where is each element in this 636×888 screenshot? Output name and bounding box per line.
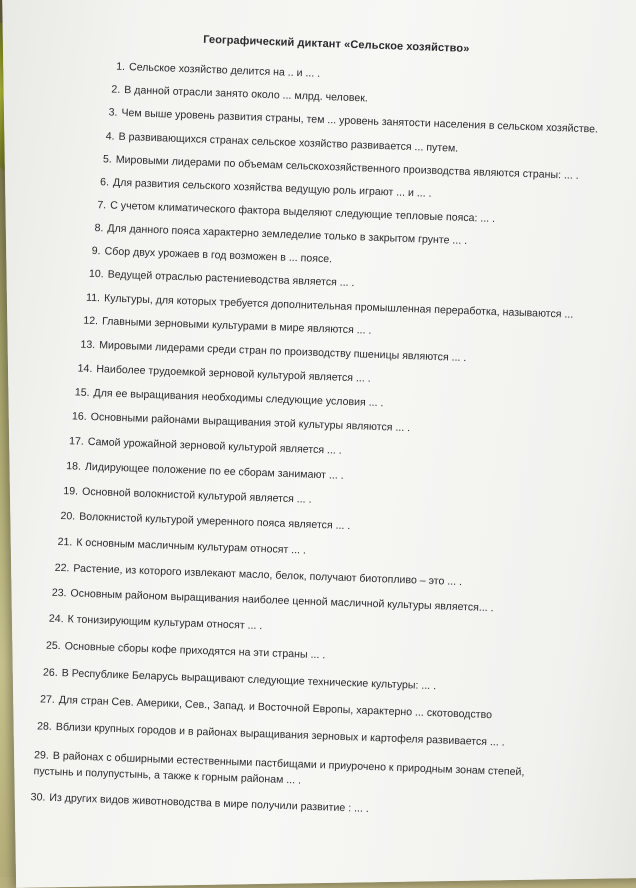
question-15: 15. Для ее выращивания необходимы следующие условия ... . bbox=[74, 386, 384, 410]
question-29: 29. В районах с обширными естественными пастбищами и приурочено к природным зонам степей, пустынь и полупустынь, а также к горным районам ... . bbox=[33, 749, 525, 787]
question-28: 28. Вблизи крупных городов и в районах выращивания зерновых и картофеля развивается ... . bbox=[36, 720, 505, 749]
question-6: 6. Для развития сельского хозяйства ведущую роль играют ... и ... . bbox=[99, 176, 432, 200]
question-18: 18. Лидирующее положение по ее сборам занимают ... . bbox=[66, 460, 344, 482]
document-title: Географический диктант «Сельское хозяйство» bbox=[202, 33, 470, 55]
question-20: 20. Волокнистой культурой умеренного пояса является ... . bbox=[60, 510, 351, 533]
question-2: 2. В данной отрасли занято около ... млрд. человек. bbox=[111, 83, 369, 105]
question-30: 30. Из других видов животноводства в мире получили развитие : ... . bbox=[30, 791, 370, 815]
question-24: 24. К тонизирующим культурам относят ... . bbox=[48, 612, 263, 633]
question-17: 17. Самой урожайной зерновой культурой является ... . bbox=[68, 435, 342, 457]
question-3: 3. Чем выше уровень развития страны, тем ... уровень занятости населения в сельском хозяйстве. bbox=[108, 106, 599, 136]
question-14: 14. Наиболее трудоемкой зерновой культурой является ... . bbox=[77, 362, 371, 385]
question-8: 8. Для данного пояса характерно земледелие только в закрытом грунте ... . bbox=[94, 222, 468, 248]
question-5: 5. Мировыми лидерами по объемам сельскохозяйственного производства являются страны: ... . bbox=[102, 153, 579, 182]
question-26: 26. В Республике Беларусь выращивают следующие технические культуры: ... . bbox=[42, 666, 437, 693]
question-21: 21. К основным масличным культурам относят ... . bbox=[57, 535, 307, 557]
question-12: 12. Главными зерновыми культурами в мире являются ... . bbox=[83, 314, 372, 337]
question-25: 25. Основные сборы кофе приходятся на эти страны ... . bbox=[45, 639, 326, 662]
question-23: 23. Основным районом выращивания наиболее ценной масличной культуры является... . bbox=[51, 586, 494, 615]
question-16: 16. Основными районами выращивания этой культуры являются ... . bbox=[71, 410, 411, 435]
question-11: 11. Культуры, для которых требуется дополнительная промышленная переработка, называются ... bbox=[85, 291, 574, 321]
question-7: 7. С учетом климатического фактора выделяют следующие тепловые пояса: ... . bbox=[97, 199, 496, 225]
question-10: 10. Ведущей отраслью растениеводства является ... . bbox=[88, 267, 355, 290]
question-27: 27. Для стран Сев. Америки, Сев., Запад. и Восточной Европы, характерно ... скотоводство bbox=[39, 693, 493, 722]
question-1: 1. Сельское хозяйство делится на .. и ... . bbox=[115, 60, 321, 80]
question-13: 13. Мировыми лидерами среди стран по производству пшеницы являются ... . bbox=[80, 338, 467, 365]
question-4: 4. В развивающихся странах сельское хозяйство развивается ... путем. bbox=[105, 130, 459, 155]
question-22: 22. Растение, из которого извлекают масло, белок, получают биотопливо – это ... . bbox=[54, 561, 463, 589]
question-9: 9. Сбор двух урожаев в год возможен в ... поясе. bbox=[91, 244, 333, 266]
question-19: 19. Основной волокнистой культурой является ... . bbox=[63, 485, 312, 506]
